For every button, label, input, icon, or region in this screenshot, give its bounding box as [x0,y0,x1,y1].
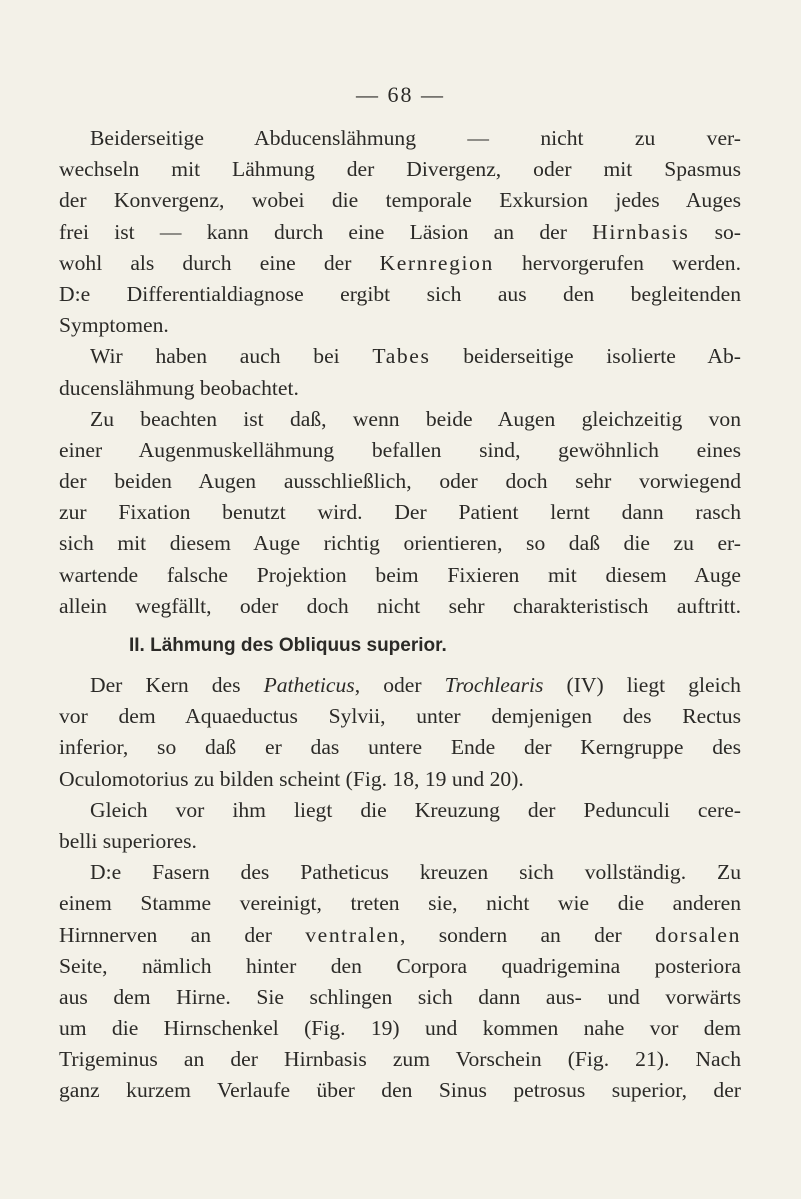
text-line: Seite, nämlich hinter den Corpora quadrigemina posteriora [59,953,741,978]
text-run: , sondern an der [400,922,656,947]
spaced-term: dorsalen [655,922,742,947]
text-line: der beiden Augen ausschließlich, oder doch sehr vorwiegend [59,469,741,494]
text-line: Zu beachten ist daß, wenn beide Augen gleichzeitig von [90,406,741,431]
text-line [59,670,741,701]
text-line: allein wegfällt, oder doch nicht sehr charakteristisch auftritt. [59,593,741,618]
page-number: — 68 — [356,82,445,107]
text-line: wartende falsche Projektion beim Fixieren mit diesem Auge [59,562,741,587]
text-run: beiderseitige isolierte Ab- [430,344,741,369]
spaced-term: Kernregion [379,250,494,275]
text-line: belli superiores. [59,828,197,853]
text-line: Oculomotorius zu bilden scheint (Fig. 18, 19 und 20). [59,766,524,791]
text-line: der Konvergenz, wobei die temporale Exkursion jedes Auges [59,188,741,213]
text-line: D:e Fasern des Patheticus kreuzen sich vollständig. Zu [90,860,741,885]
text-line: Symptomen. [59,313,169,338]
spaced-term: Tabes [372,344,431,369]
text-run: wohl als durch eine der [59,250,380,275]
text-line: aus dem Hirne. Sie schlingen sich dann aus- und vorwärts [59,984,741,1009]
text-line: zur Fixation benutzt wird. Der Patient lernt dann rasch [59,500,741,525]
text-line: inferior, so daß er das untere Ende der Kerngruppe des [59,735,741,760]
section-heading: II. Lähmung des Obliquus superior. [129,635,447,656]
spaced-term: ventralen [305,922,401,947]
text-line: wechseln mit Lähmung der Divergenz, oder mit Spasmus [59,157,741,182]
text-line [59,920,741,951]
text-line: ducenslähmung beobachtet. [59,375,299,400]
text-run: (IV) liegt gleich [543,673,741,697]
italic-term: Patheticus [263,673,355,697]
text-line [59,248,741,279]
text-run: Wir haben auch bei [90,344,373,369]
text-run: Hirnnerven an der [59,922,306,947]
text-line: Beiderseitige Abducenslähmung — nicht zu ver- [90,126,741,150]
text-line: einem Stamme vereinigt, treten sie, nicht wie die anderen [59,891,741,916]
text-line: Gleich vor ihm liegt die Kreuzung der Pedunculi cere- [90,797,741,822]
text-run: hervorgerufen werden. [493,250,741,275]
text-line: Trigeminus an der Hirnbasis zum Vorschein (Fig. 21). Nach [59,1047,741,1072]
text-run: so- [689,219,741,244]
text-line: um die Hirnschenkel (Fig. 19) und kommen nahe vor dem [59,1016,741,1041]
body-text [59,123,741,1107]
spaced-term: Hirnbasis [592,219,690,244]
text-run: frei ist — kann durch eine Läsion an der [59,219,593,244]
text-line [59,341,741,372]
text-line: D:e Differentialdiagnose ergibt sich aus den begleitenden [59,281,741,306]
text-line: vor dem Aquaeductus Sylvii, unter demjenigen des Rectus [59,704,741,729]
text-run: Der Kern des [90,673,264,697]
text-line: einer Augenmuskellähmung befallen sind, gewöhnlich eines [59,437,741,462]
italic-term: Trochlearis [444,673,544,697]
text-line: sich mit diesem Auge richtig orientieren, so daß die zu er- [59,531,741,556]
text-line [59,217,741,248]
text-run: , oder [354,673,445,697]
text-line: ganz kurzem Verlaufe über den Sinus petrosus superior, der [59,1078,741,1103]
